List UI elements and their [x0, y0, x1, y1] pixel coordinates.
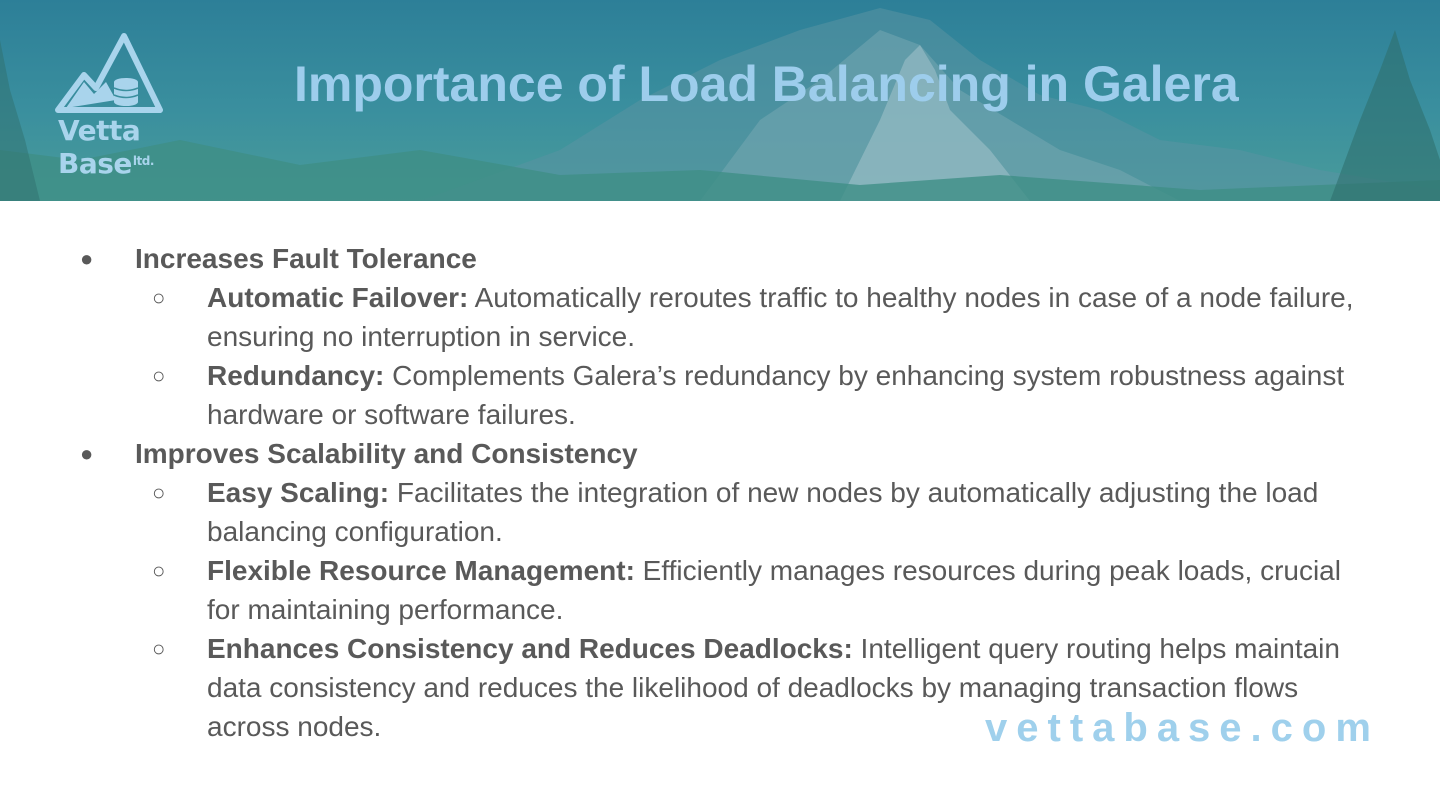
sub-bullet-marker: ○ [152, 636, 166, 661]
bullet-list [0, 239, 1440, 746]
sub-bullet-text: Facilitates the integration of new nodes by automatically adjusting the load balancing configuration. [207, 477, 1319, 547]
logo-wordmark [58, 116, 154, 179]
sub-bullet-term: Automatic Failover: [207, 282, 469, 313]
logo-line-2 [58, 146, 154, 179]
sub-bullet-term: Enhances Consistency and Reduces Deadlocks: [207, 633, 853, 664]
bullet-heading: Improves Scalability and Consistency [135, 438, 638, 469]
sub-bullet-text: Automatically reroutes traffic to healthy nodes in case of a node failure, ensuring no interruption in service. [207, 282, 1354, 352]
sub-bullet-text: Intelligent query routing helps maintain data consistency and reduces the likelihood of deadlocks by managing transaction flows across nodes. [207, 633, 1340, 742]
bullet-marker: ● [80, 246, 94, 271]
bullet-fault-tolerance [0, 239, 1440, 278]
sub-bullet-text: Complements Galera’s redundancy by enhancing system robustness against hardware or software failures. [207, 360, 1345, 430]
sub-bullet-marker: ○ [152, 480, 166, 505]
sub-bullet-text: Efficiently manages resources during peak loads, crucial for maintaining performance. [207, 555, 1341, 625]
bullet-scalability-consistency [0, 434, 1440, 473]
logo-line-1: Vetta [58, 114, 141, 147]
sub-bullet-easy-scaling [0, 473, 1440, 551]
sub-bullet-marker: ○ [152, 363, 166, 388]
header-banner [0, 0, 1440, 201]
sub-bullet-marker: ○ [152, 558, 166, 583]
logo-base: Base [58, 147, 132, 180]
sub-bullet-term: Easy Scaling: [207, 477, 390, 508]
sub-bullet-automatic-failover [0, 278, 1440, 356]
sub-bullet-term: Flexible Resource Management: [207, 555, 635, 586]
footer-website-link[interactable]: vettabase.com [985, 706, 1380, 750]
logo-ltd: ltd. [132, 154, 154, 168]
bullet-heading: Increases Fault Tolerance [135, 243, 477, 274]
sub-bullet-term: Redundancy: [207, 360, 385, 391]
page-title: Importance of Load Balancing in Galera [294, 56, 1239, 112]
sub-bullet-redundancy [0, 356, 1440, 434]
sub-bullet-flexible-resource-management [0, 551, 1440, 629]
bullet-marker: ● [80, 441, 94, 466]
sub-bullet-marker: ○ [152, 285, 166, 310]
